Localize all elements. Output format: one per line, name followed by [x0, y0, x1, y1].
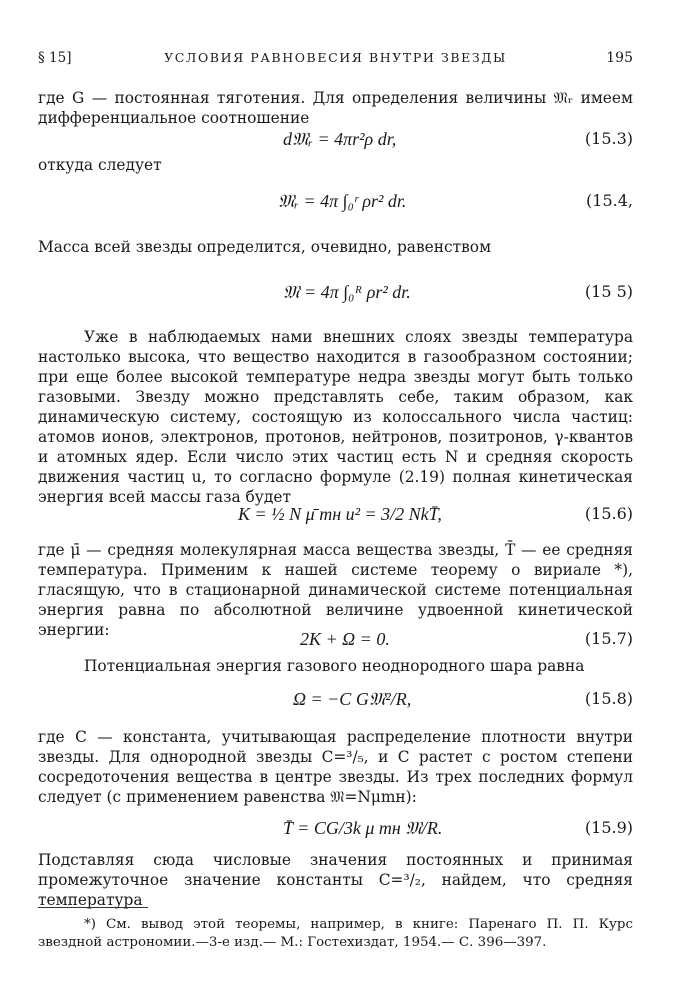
equation-15-8: [38, 684, 633, 714]
paragraph-2: откуда следует: [38, 156, 162, 174]
equation-number: (15.6): [584, 504, 633, 523]
footnote-divider: [38, 907, 148, 908]
equation-15-7: [38, 624, 633, 654]
equation-formula: Ω = −C G𝔐²/R,: [293, 689, 412, 709]
paragraph-1: где G — постоянная тяготения. Для определения величины 𝔐ᵣ имеем дифференциальное соотношение: [38, 89, 633, 127]
paragraph-6: Потенциальная энергия газового неоднородного шара равна: [84, 657, 585, 675]
equation-formula: 𝔐ᵣ = 4π ∫₀ʳ ρr² dr.: [278, 191, 407, 211]
paragraph-4: Уже в наблюдаемых нами внешних слоях звезды температура настолько высока, что вещество находится в газообразном состоянии; при еще более высокой температуре недра звезды могут быть только газовыми. Звезду можно представлять себе, таким образом, как динамическую систему, состоящую из колоссального числа частиц: атомов ионов, электронов, протонов, нейтронов, позитронов, γ-квантов и атомных ядер. Если число этих частиц есть N и средняя скорость движения частиц u, то согласно формуле (2.19) полная кинетическая энергия всей массы газа будет: [38, 328, 633, 506]
equation-formula: T̄ = CG/3k μ mн 𝔐/R.: [283, 818, 443, 838]
equation-number: (15 5): [584, 282, 633, 301]
equation-number: (15.4,: [586, 191, 633, 210]
section-number: § 15]: [38, 50, 72, 66]
equation-number: (15.9): [584, 818, 633, 837]
paragraph-7: где C — константа, учитывающая распределение плотности внутри звезды. Для однородной звезды C=³/₅, и C растет с ростом степени сосредоточения вещества в центре звезды. Из трех последних формул следует (с применением равенства 𝔐=Nμmн):: [38, 728, 633, 806]
equation-number: (15.3): [584, 129, 633, 148]
running-header: [38, 48, 633, 68]
equation-15-4: [38, 186, 633, 216]
equation-formula: 2K + Ω = 0.: [300, 629, 390, 649]
paragraph-5: где μ̄ — средняя молекулярная масса вещества звезды, T̄ — ее средняя температура. Применим к нашей системе теорему о вириале *), гласящую, что в стационарной динамической системе потенциальная энергия равна по абсолютной величине удвоенной кинетической энергии:: [38, 541, 633, 639]
paragraph-8: Подставляя сюда числовые значения постоянных и принимая промежуточное значение константы C=³/₂, найдем, что средняя температура: [38, 851, 633, 909]
page-number: 195: [606, 50, 633, 66]
equation-15-9: [38, 813, 633, 843]
equation-number: (15.7): [584, 629, 633, 648]
equation-15-5: [38, 277, 633, 307]
equation-number: (15.8): [584, 689, 633, 708]
equation-formula: d𝔐ᵣ = 4πr²ρ dr,: [283, 129, 397, 149]
running-title: УСЛОВИЯ РАВНОВЕСИЯ ВНУТРИ ЗВЕЗДЫ: [164, 50, 507, 65]
equation-formula: K = ½ N μ̄ mн u² = 3/2 NkT̄,: [238, 504, 442, 524]
equation-15-6: [38, 499, 633, 529]
equation-15-3: [38, 124, 633, 154]
footnote: *) См. вывод этой теоремы, например, в книге: Паренаго П. П. Курс звездной астрономии.—3-е изд.— М.: Гостехиздат, 1954.— С. 396—397.: [38, 917, 633, 950]
equation-formula: 𝔐 = 4π ∫₀ᴿ ρr² dr.: [283, 282, 411, 302]
paragraph-3: Масса всей звезды определится, очевидно, равенством: [38, 238, 492, 256]
